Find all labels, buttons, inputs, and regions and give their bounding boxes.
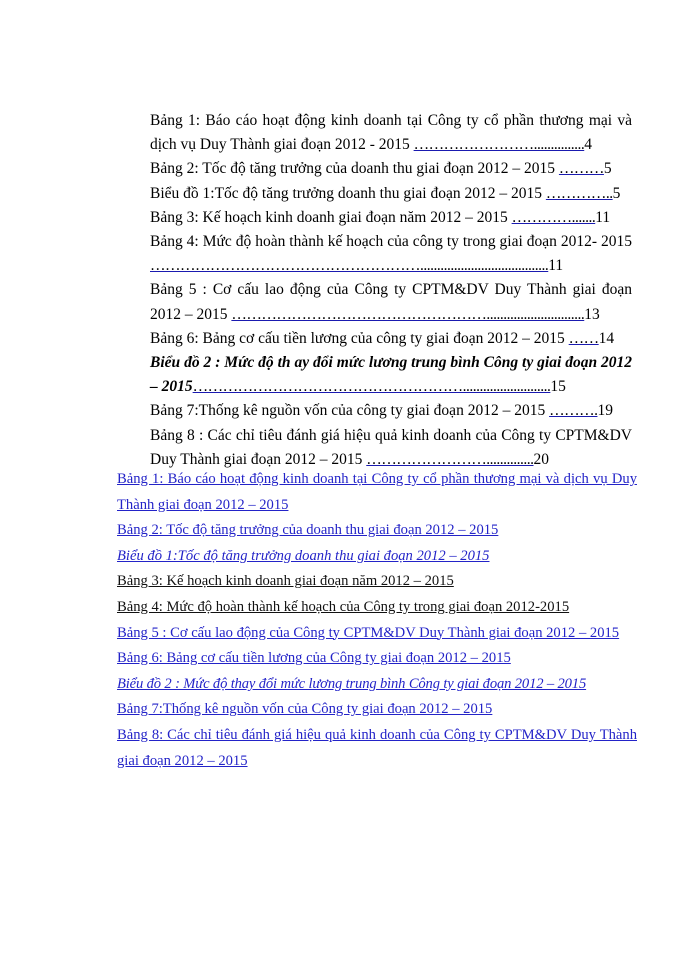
toc-entry-page: 5 — [612, 184, 621, 202]
toc-entry-title: Bảng 1: Báo cáo hoạt động kinh doanh tại Công ty cổ phần thương mại và dịch vụ Duy Thành giai đoạn 2012 - 2015 — [150, 112, 632, 154]
toc-entry-page: 11 — [548, 257, 564, 275]
toc-entry-title: Bảng 4: Mức độ hoàn thành kế hoạch của công ty trong giai đoạn 2012- 2015 — [150, 233, 632, 251]
toc-entry-page: 14 — [598, 329, 615, 347]
toc-entry-page: 11 — [595, 208, 611, 226]
toc-entry-bang-1[interactable] — [150, 109, 632, 157]
toc-entry-leader: ………. — [549, 402, 598, 420]
toc-entry-title: Bảng 7:Thống kê nguồn vốn của công ty giai đoạn 2012 – 2015 — [150, 402, 550, 420]
toc-entry-page: 19 — [597, 402, 613, 420]
toc-entry-leader: …………………….............. — [366, 450, 534, 468]
toc-entry-page: 15 — [550, 378, 566, 396]
toc-entry-title: Bảng 2: Tốc độ tăng trưởng của doanh thu giai đoạn 2012 – 2015 — [150, 160, 559, 178]
toc-entry-title: Bảng 6: Bảng cơ cấu tiền lương của công ty giai đoạn 2012 – 2015 — [150, 329, 569, 347]
toc-entry-bang-5[interactable] — [150, 278, 632, 326]
link-bang-8[interactable]: Bảng 8: Các chỉ tiêu đánh giá hiệu quả kinh doanh của Công ty CPTM&DV Duy Thành giai đoạn 2012 – 2015 — [117, 726, 637, 769]
toc-entry-leader: ……………………………………………............................. — [231, 305, 585, 323]
link-bang-4[interactable]: Bảng 4: Mức độ hoàn thành kế hoạch của Công ty trong giai đoạn 2012-2015 — [117, 598, 570, 615]
toc-entry-bieu-do-1[interactable] — [150, 182, 632, 206]
table-of-figures — [150, 109, 632, 472]
toc-entry-bang-8[interactable] — [150, 424, 632, 472]
toc-entry-leader: …………....... — [511, 208, 596, 226]
toc-entry-title: Bảng 5 : Cơ cấu lao động của Công ty CPTM&DV Duy Thành giai đoạn 2012 – 2015 — [150, 281, 632, 323]
toc-entry-bang-7[interactable] — [150, 399, 632, 423]
toc-entry-title: Bảng 3: Kế hoạch kinh doanh giai đoạn năm 2012 – 2015 — [150, 208, 512, 226]
toc-entry-leader: ……… — [558, 160, 604, 178]
toc-entry-title: Biểu đồ 2 : Mức độ th ay đổi mức lương trung bình Công ty giai đoạn 2012 – 2015 — [150, 354, 632, 396]
link-bieu-do-2[interactable]: Biểu đồ 2 : Mức độ thay đổi mức lương trung bình Công ty giai đoạn 2012 – 2015 — [117, 675, 587, 692]
toc-entry-title: Biểu đồ 1:Tốc độ tăng trưởng doanh thu giai đoạn 2012 – 2015 — [150, 184, 546, 202]
toc-entry-leader: ………….. — [545, 184, 613, 202]
toc-entry-bang-4[interactable] — [150, 230, 632, 278]
toc-entry-leader: ………………………………………………...................................... — [150, 257, 549, 275]
toc-entry-bang-2[interactable] — [150, 157, 632, 181]
link-bieu-do-1[interactable]: Biểu đồ 1:Tốc độ tăng trưởng doanh thu giai đoạn 2012 – 2015 — [117, 547, 490, 564]
toc-entry-leader: ……………………............... — [413, 136, 585, 154]
toc-entry-title: Bảng 8 : Các chỉ tiêu đánh giá hiệu quả kinh doanh của Công ty CPTM&DV Duy Thành giai đoạn 2012 – 2015 — [150, 426, 632, 468]
link-bang-7[interactable]: Bảng 7:Thống kê nguồn vốn của Công ty giai đoạn 2012 – 2015 — [117, 701, 493, 718]
toc-entry-bang-3[interactable] — [150, 206, 632, 230]
toc-entry-bieu-do-2[interactable] — [150, 351, 632, 399]
link-bang-3[interactable]: Bảng 3: Kế hoạch kinh doanh giai đoạn năm 2012 – 2015 — [117, 573, 454, 590]
figure-links-list — [117, 467, 637, 774]
toc-entry-leader: …… — [568, 329, 599, 347]
link-bang-2[interactable]: Bảng 2: Tốc độ tăng trưởng của doanh thu giai đoạn 2012 – 2015 — [117, 522, 499, 539]
toc-entry-page: 13 — [584, 305, 600, 323]
link-bang-6[interactable]: Bảng 6: Bảng cơ cấu tiền lương của Công ty giai đoạn 2012 – 2015 — [117, 650, 511, 667]
link-bang-5[interactable]: Bảng 5 : Cơ cấu lao động của Công ty CPTM&DV Duy Thành giai đoạn 2012 – 2015 — [117, 624, 620, 641]
link-bang-1[interactable]: Bảng 1: Báo cáo hoạt động kinh doanh tại Công ty cổ phần thương mại và dịch vụ Duy Thành giai đoạn 2012 – 2015 — [117, 471, 637, 513]
toc-entry-leader: ……………………………………………….......................... — [192, 378, 551, 396]
toc-entry-page: 20 — [533, 450, 550, 468]
toc-entry-page: 5 — [603, 160, 612, 178]
toc-entry-page: 4 — [584, 136, 592, 154]
toc-entry-bang-6[interactable] — [150, 327, 632, 351]
